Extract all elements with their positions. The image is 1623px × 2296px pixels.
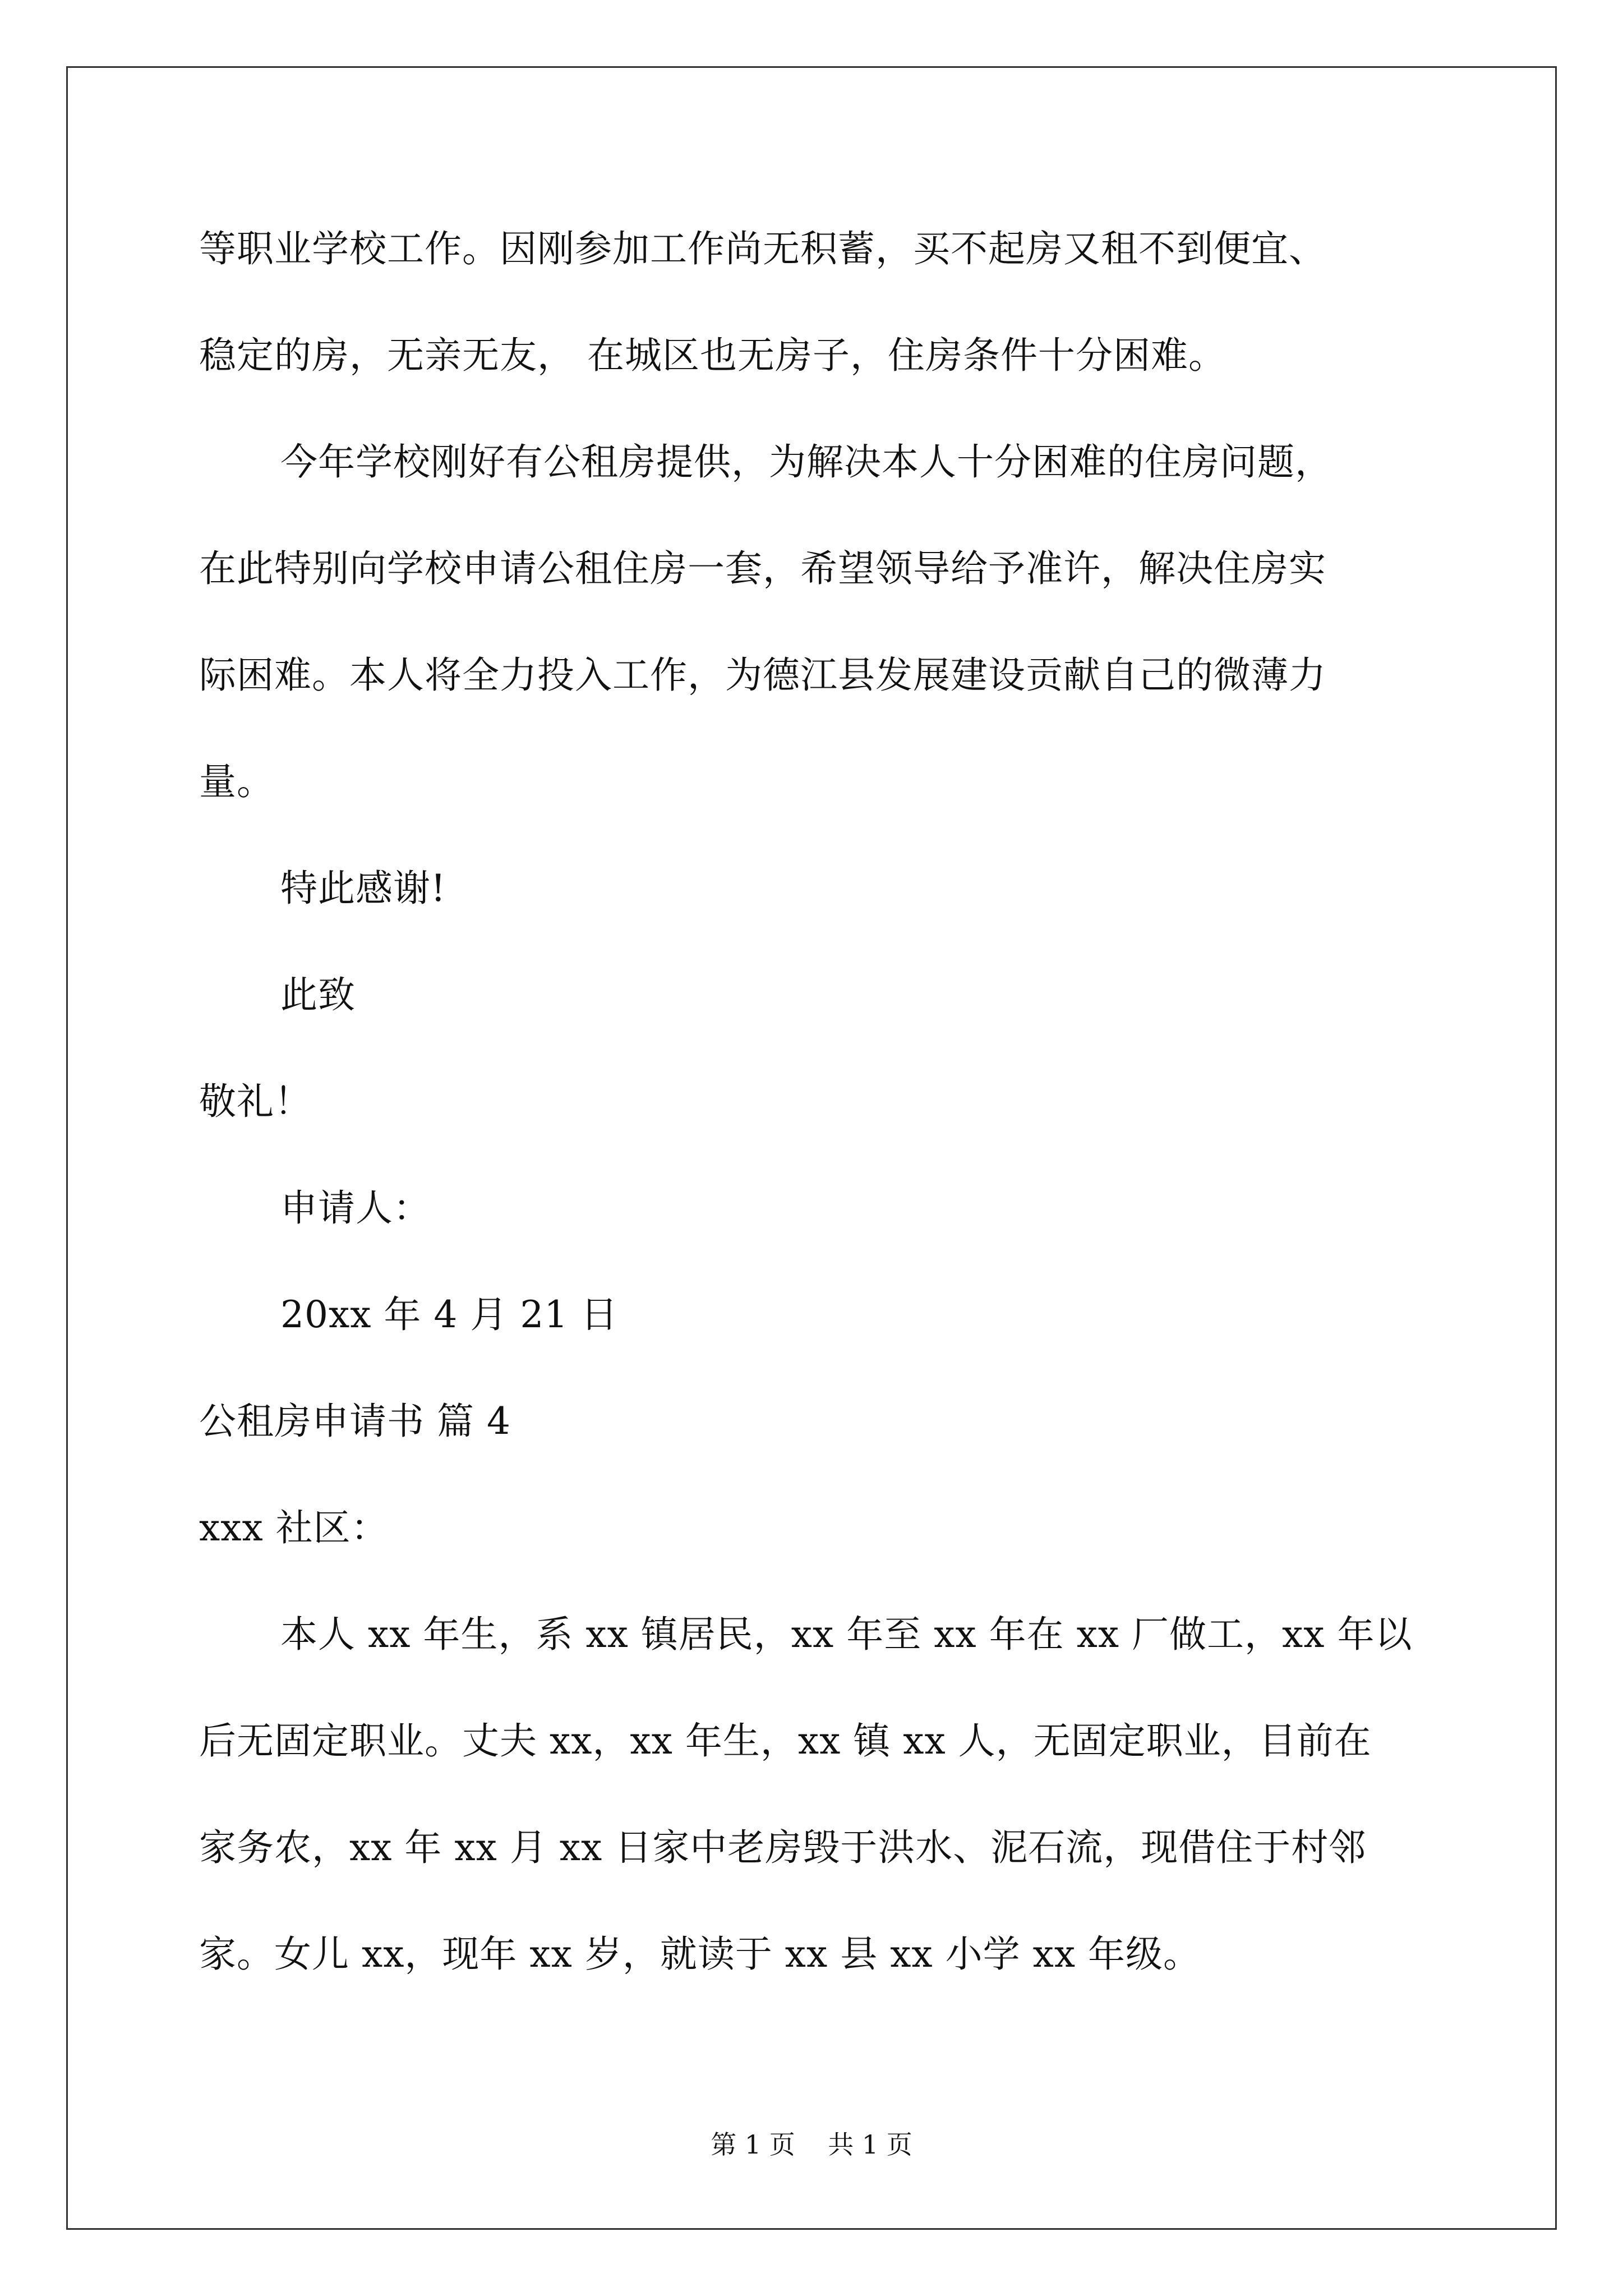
paragraph-line-1: 等职业学校工作。因刚参加工作尚无积蓄，买不起房又租不到便宜、: [199, 227, 1326, 270]
paragraph-line-15: 后无固定职业。丈夫 xx，xx 年生，xx 镇 xx 人，无固定职业，目前在: [199, 1719, 1372, 1763]
applicant-label: 申请人：: [280, 1186, 431, 1230]
salutation-line: 敬礼！: [199, 1080, 312, 1123]
paragraph-line-6: 量。: [199, 760, 274, 803]
paragraph-line-4: 在此特别向学校申请公租住房一套，希望领导给予准许，解决住房实: [199, 547, 1326, 590]
page-border: [66, 66, 1557, 2230]
date-line: 20xx 年 4 月 21 日: [280, 1293, 619, 1336]
paragraph-line-17: 家。女儿 xx，现年 xx 岁，就读于 xx 县 xx 小学 xx 年级。: [199, 1932, 1201, 1976]
paragraph-line-3: 今年学校刚好有公租房提供，为解决本人十分困难的住房问题，: [280, 440, 1332, 484]
page-footer: 第 1 页 共 1 页: [711, 2129, 912, 2160]
paragraph-line-14: 本人 xx 年生，系 xx 镇居民，xx 年至 xx 年在 xx 厂做工，xx 年以: [280, 1613, 1413, 1656]
paragraph-line-5: 际困难。本人将全力投入工作，为德江县发展建设贡献自己的微薄力: [199, 654, 1326, 697]
paragraph-line-2: 稳定的房，无亲无友， 在城区也无房子，住房条件十分困难。: [199, 334, 1226, 377]
section-heading: 公租房申请书 篇 4: [199, 1400, 511, 1443]
paragraph-line-16: 家务农，xx 年 xx 月 xx 日家中老房毁于洪水、泥石流，现借住于村邻: [199, 1826, 1367, 1869]
thanks-line: 特此感谢!: [280, 867, 446, 910]
recipient-line: xxx 社区：: [199, 1506, 389, 1549]
closing-line: 此致: [280, 973, 356, 1016]
